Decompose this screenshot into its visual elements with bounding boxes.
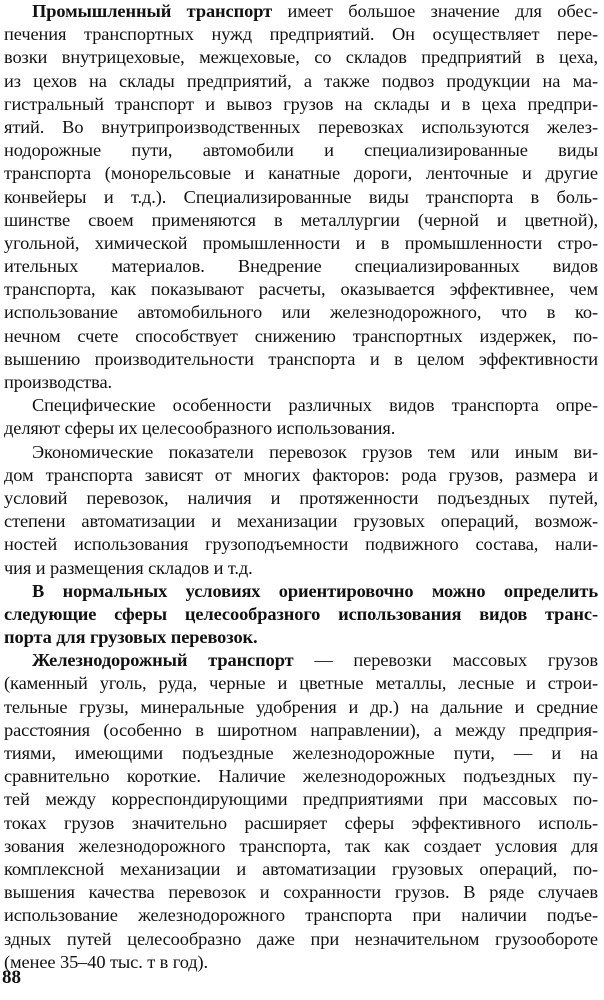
text-line: ительных материалов. Внедрение специализированных видов: [4, 256, 598, 277]
text-line: токах грузов значительно расширяет сферы эффективного исполь-: [4, 812, 598, 833]
paragraph-bold-heading: [4, 580, 598, 650]
text-line: следующие сферы целесообразного использования видов транс-: [4, 603, 598, 624]
text-line: тиями, имеющими подъездные железнодорожные пути, — и на: [4, 743, 598, 763]
document-page: [4, 0, 598, 974]
text-line: из цехов на склады предприятий, а также подвоз продукции на ма-: [4, 70, 598, 91]
bold-term: Железнодорожный транспорт: [32, 650, 294, 671]
text-line: условий перевозок, наличия и протяженности подъездных путей,: [4, 487, 598, 508]
bold-term: Промышленный транспорт: [32, 1, 273, 21]
text-line: сравнительно короткие. Наличие железнодорожных подъездных пу-: [4, 766, 598, 787]
text-line: конвейеры и т.д.). Специализированные виды транспорта в боль-: [4, 186, 598, 207]
text-line: степени автоматизации и механизации грузовых операций, возмож-: [4, 511, 598, 532]
text-line: деляют сферы их целесообразного использования.: [4, 418, 396, 439]
text-line: нодорожные пути, автомобили и специализированные виды: [4, 140, 598, 161]
text-line: шинстве своем применяются в металлургии (черной и цветной),: [4, 209, 598, 230]
paragraph-industrial-transport: [4, 0, 598, 394]
paragraph-railway-transport: [4, 649, 598, 974]
text-line: ностей использования грузоподъемности подвижного состава, нали-: [4, 534, 598, 555]
paragraph-specific-features: [4, 394, 598, 440]
text-line: чия и размещения складов и т.д.: [4, 557, 253, 578]
text-line: (менее 35–40 тыс. т в год).: [4, 951, 209, 972]
text-line: печения транспортных нужд предприятий. Он осуществляет пере-: [4, 24, 598, 45]
text-line: угольной, химической промышленности и в промышленности стро-: [4, 232, 598, 253]
text-line: гистральный транспорт и вывоз грузов на склады и в цеха предпри-: [4, 93, 598, 114]
text-line: тельные грузы, минеральные удобрения и др.) на дальние и средние: [4, 696, 598, 717]
text-line: использование автомобильного или железнодорожного, что в ко-: [4, 302, 598, 323]
page-number: 88: [2, 967, 21, 988]
text-line: нечном счете способствует снижению транспортных издержек, по-: [4, 325, 598, 346]
text-line: В нормальных условиях ориентировочно можно определить: [32, 580, 598, 601]
text-line: производства.: [4, 372, 113, 392]
text-line: расстояния (особенно в широтном направлении), а между предприя-: [4, 719, 598, 740]
text-line: ятий. Во внутрипроизводственных перевозках используются желез-: [4, 116, 598, 137]
text-line: дом транспорта зависят от многих факторов: рода грузов, размера и: [4, 464, 598, 485]
text-line: Железнодорожный транспорт — перевозки массовых грузов: [32, 650, 599, 671]
text-line: зования железнодорожного транспорта, так как создает условия для: [4, 835, 598, 856]
text-line: вышению производительности транспорта и в целом эффективности: [4, 348, 598, 369]
text-line: порта для грузовых перевозок.: [4, 627, 258, 648]
text-line: вышения качества перевозок и сохранности грузов. В ряде случаев: [4, 882, 598, 903]
text-line: использование железнодорожного транспорта при наличии подъе-: [4, 905, 598, 926]
text-line: транспорта, как показывают расчеты, оказывается эффективнее, чем: [4, 279, 598, 300]
text-line: здных путей целесообразно даже при незначительном грузообороте: [4, 928, 598, 949]
paragraph-economic-indicators: [4, 441, 598, 580]
text-line: Промышленный транспорт имеет большое значение для обес-: [32, 1, 598, 21]
text-line: возки внутрицеховые, межцеховые, со складов предприятий в цеха,: [4, 47, 598, 68]
text-line: (каменный уголь, руда, черные и цветные металлы, лесные и строи-: [4, 673, 598, 694]
text-line: тей между корреспондирующими предприятиями при массовых по-: [4, 789, 598, 810]
text-line: комплексной механизации и автоматизации грузовых операций, по-: [4, 858, 598, 879]
text-line: Специфические особенности различных видов транспорта опре-: [32, 395, 598, 416]
text-line: транспорта (монорельсовые и канатные дороги, ленточные и другие: [4, 163, 598, 184]
text-line: Экономические показатели перевозок грузов тем или иным ви-: [32, 441, 598, 462]
